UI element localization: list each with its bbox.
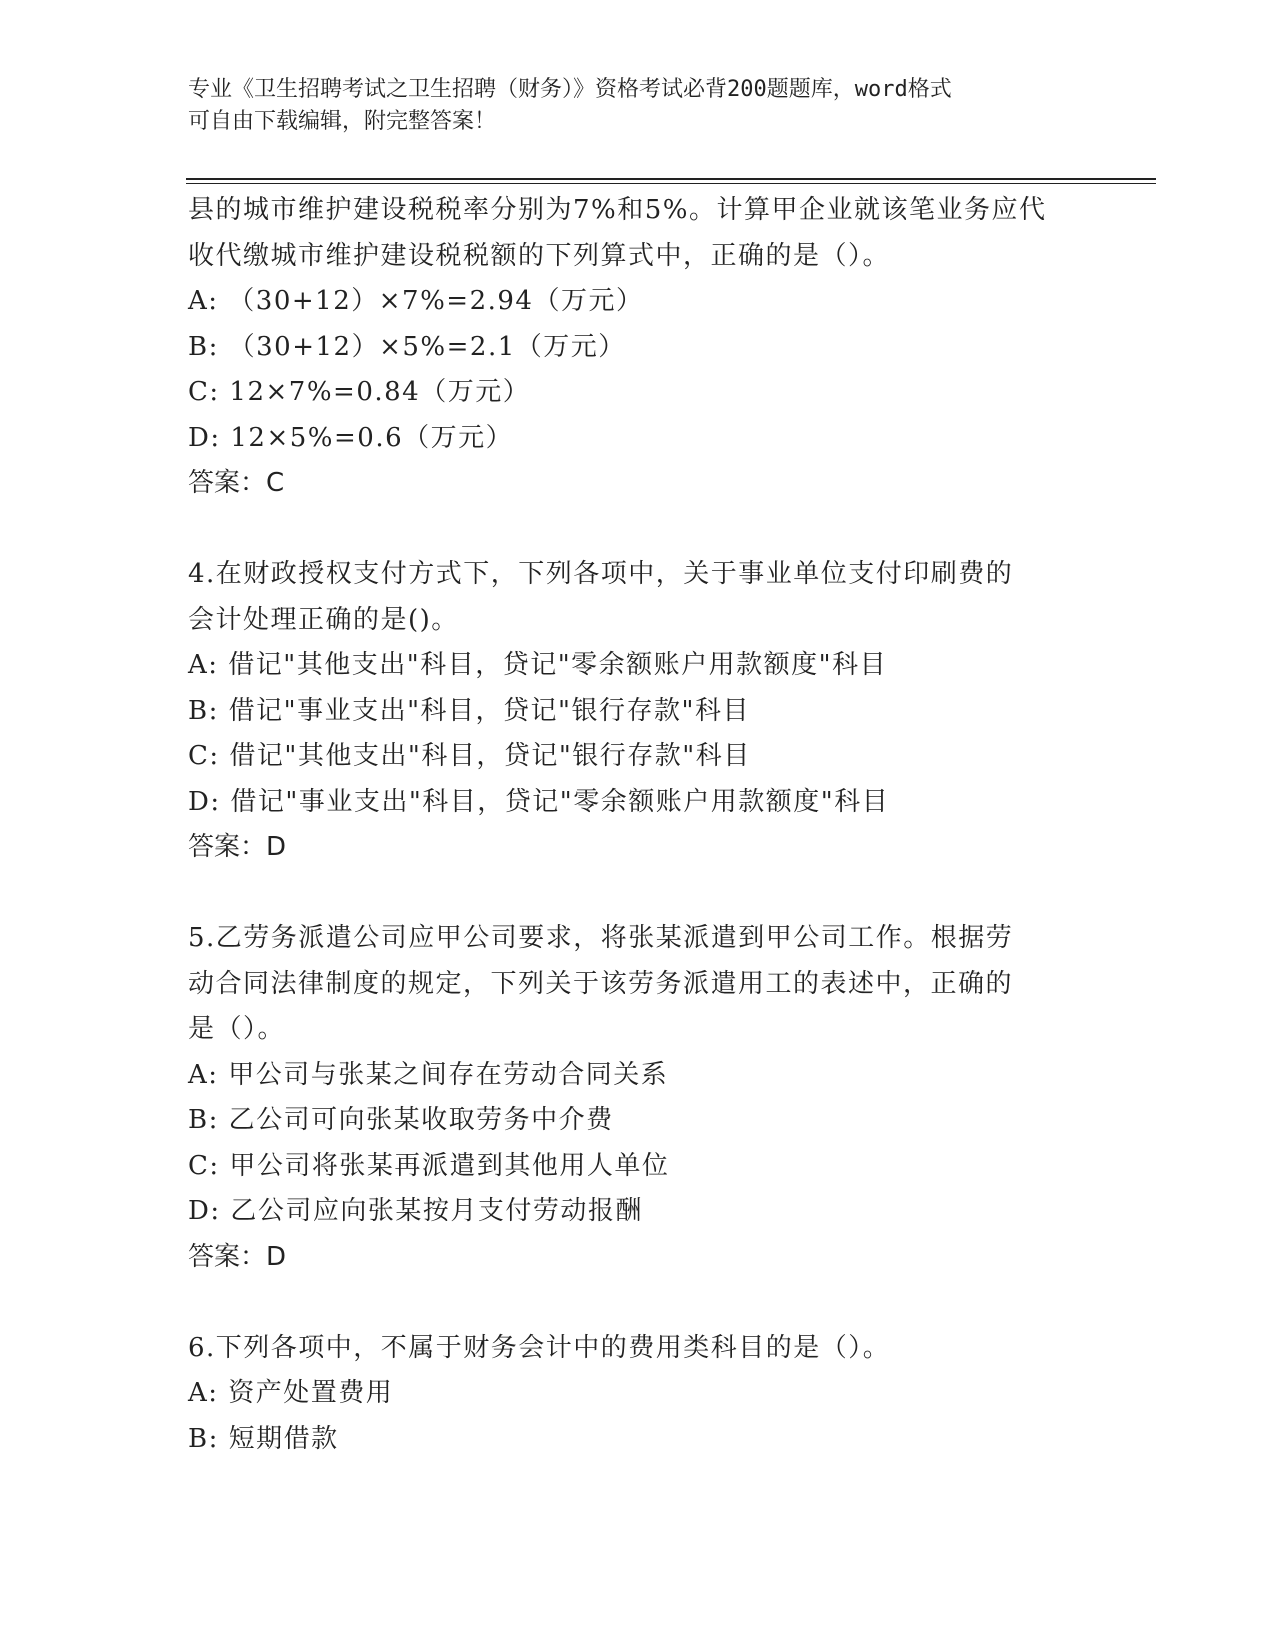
option-c: C: 甲公司将张某再派遣到其他用人单位 (188, 1150, 670, 1181)
option-a: A: 借记"其他支出"科目，贷记"零余额账户用款额度"科目 (188, 650, 888, 680)
answer-line: 答案：D (188, 832, 287, 862)
question-list (188, 188, 1088, 1462)
spacer (188, 1280, 1088, 1326)
header-title-line1: 专业《卫生招聘考试之卫生招聘（财务）》资格考试必背200题题库，word格式 (188, 77, 952, 102)
option-a: A: 资产处置费用 (188, 1378, 394, 1408)
option-c: C: 借记"其他支出"科目，贷记"银行存款"科目 (188, 741, 751, 771)
answer-line: 答案：C (188, 468, 285, 498)
question-stem-line: 4.在财政授权支付方式下，下列各项中，关于事业单位支付印刷费的 (188, 559, 1014, 589)
question-stem-line: 5.乙劳务派遣公司应甲公司要求，将张某派遣到甲公司工作。根据劳 (188, 923, 1014, 953)
header-divider-thin (186, 183, 1156, 184)
question-3 (188, 188, 1088, 507)
question-stem-line: 县的城市维护建设税税率分别为7%和5%。计算甲企业就该笔业务应代 (188, 195, 1047, 225)
question-stem-line: 是（）。 (188, 1014, 286, 1044)
question-5 (188, 916, 1088, 1280)
question-6 (188, 1326, 1088, 1463)
option-d: D: 12×5%=0.6（万元） (188, 422, 514, 453)
question-stem-line: 收代缴城市维护建设税税额的下列算式中，正确的是（）。 (188, 240, 891, 271)
question-4 (188, 552, 1088, 871)
spacer (188, 871, 1088, 917)
option-b: B: 短期借款 (188, 1423, 339, 1454)
spacer (188, 507, 1088, 553)
option-a: A: （30+12）×7%=2.94（万元） (188, 286, 644, 316)
header-divider-thick (186, 178, 1156, 180)
option-a: A: 甲公司与张某之间存在劳动合同关系 (188, 1059, 669, 1090)
option-d: D: 借记"事业支出"科目，贷记"零余额账户用款额度"科目 (188, 786, 890, 817)
answer-line: 答案：D (188, 1241, 287, 1272)
option-b: B: （30+12）×5%=2.1（万元） (188, 331, 626, 362)
document-header (188, 74, 1088, 138)
question-stem-line: 会计处理正确的是()。 (188, 604, 459, 635)
header-title-line2: 可自由下载编辑，附完整答案！ (188, 109, 497, 134)
option-b: B: 借记"事业支出"科目，贷记"银行存款"科目 (188, 695, 750, 726)
option-b: B: 乙公司可向张某收取劳务中介费 (188, 1105, 614, 1135)
question-stem-line: 6.下列各项中，不属于财务会计中的费用类科目的是（）。 (188, 1332, 891, 1363)
option-c: C: 12×7%=0.84（万元） (188, 377, 531, 407)
option-d: D: 乙公司应向张某按月支付劳动报酬 (188, 1196, 643, 1226)
question-stem-line: 动合同法律制度的规定，下列关于该劳务派遣用工的表述中，正确的 (188, 968, 1014, 999)
